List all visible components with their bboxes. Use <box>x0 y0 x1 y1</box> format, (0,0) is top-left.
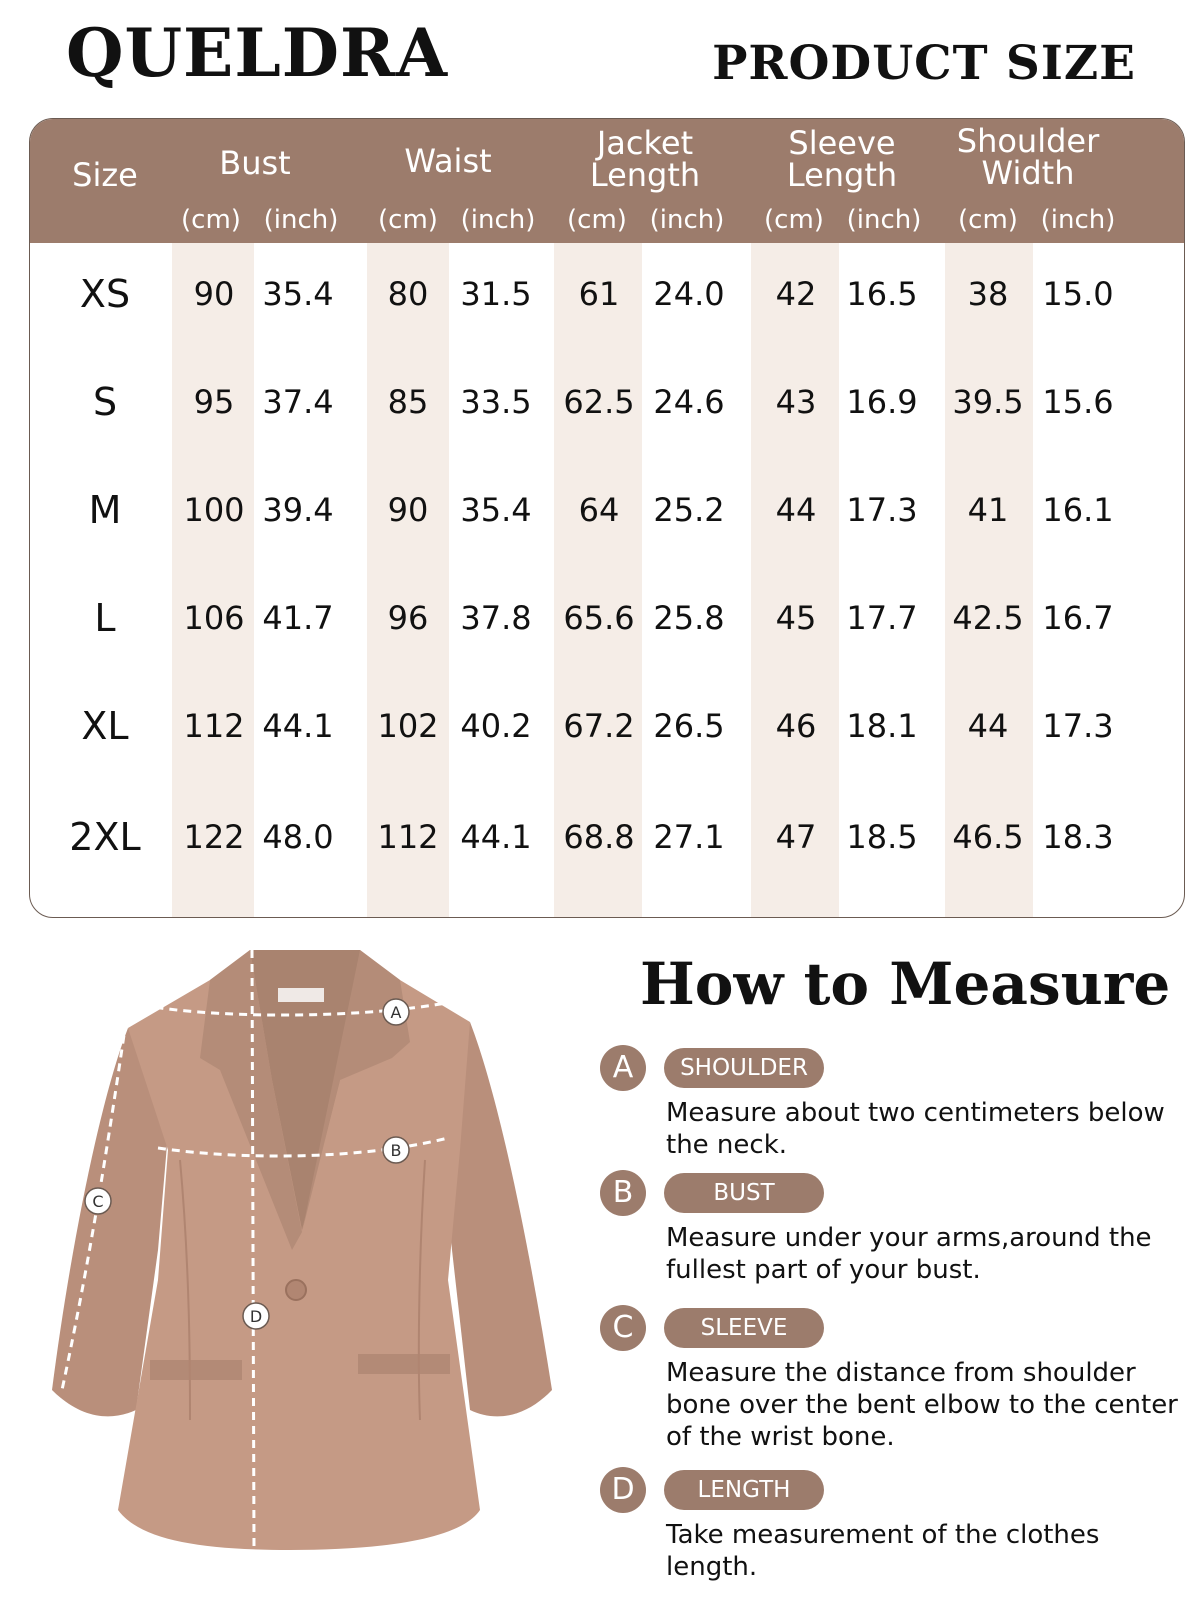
table-cell: 40.2 <box>460 707 532 745</box>
header-shoulder-width-2: Width <box>981 154 1075 192</box>
table-cell: 33.5 <box>460 383 532 421</box>
table-cell: 37.4 <box>262 383 334 421</box>
size-label: L <box>94 596 116 640</box>
step-letter: D <box>600 1467 646 1513</box>
table-cell: 48.0 <box>262 818 334 856</box>
header-shoulder-width-1: Shoulder <box>956 122 1100 160</box>
marker-d <box>243 1303 269 1329</box>
header-bust-inch: (inch) <box>263 205 339 235</box>
table-cell: 16.5 <box>846 275 918 313</box>
table-cell: 44.1 <box>460 818 532 856</box>
table-cell: 65.6 <box>563 599 635 637</box>
table-cell: 18.3 <box>1042 818 1114 856</box>
length-line <box>252 950 254 1550</box>
table-cell: 35.4 <box>262 275 334 313</box>
size-label: 2XL <box>69 815 141 859</box>
table-cell: 17.3 <box>1042 707 1114 745</box>
table-cell: 31.5 <box>460 275 532 313</box>
marker-a <box>383 999 409 1025</box>
header-sleeve-inch: (inch) <box>846 205 922 235</box>
table-cell: 17.7 <box>846 599 918 637</box>
table-cell: 25.8 <box>653 599 725 637</box>
step-label: SHOULDER <box>664 1048 824 1088</box>
table-cell: 61 <box>578 275 620 313</box>
table-cell: 15.6 <box>1042 383 1114 421</box>
table-row <box>30 274 1184 314</box>
table-cell: 39.5 <box>952 383 1024 421</box>
table-cell: 41 <box>967 491 1009 529</box>
table-cell: 15.0 <box>1042 275 1114 313</box>
table-cell: 122 <box>183 818 245 856</box>
table-cell: 67.2 <box>563 707 635 745</box>
table-cell: 25.2 <box>653 491 725 529</box>
marker-label: B <box>390 1141 402 1160</box>
header-sleeve-length-1: Sleeve <box>788 124 896 162</box>
marker-label: D <box>249 1307 263 1326</box>
size-label: XS <box>79 272 131 316</box>
size-label: XL <box>81 704 129 748</box>
step-letter: C <box>600 1305 646 1351</box>
step-letter: A <box>600 1045 646 1091</box>
header-shoulder-cm: (cm) <box>958 205 1018 235</box>
table-cell: 85 <box>387 383 429 421</box>
header-sleeve-cm: (cm) <box>764 205 824 235</box>
left-pocket <box>150 1360 242 1380</box>
table-row <box>30 490 1184 530</box>
step-description: Measure about two centimeters below the neck. <box>666 1098 1165 1160</box>
table-cell: 106 <box>183 599 245 637</box>
table-cell: 16.9 <box>846 383 918 421</box>
table-row <box>30 817 1184 857</box>
jacket-illustration <box>40 950 580 1575</box>
marker-label: A <box>390 1003 402 1022</box>
page-title: PRODUCT SIZE <box>712 36 1136 91</box>
marker-label: C <box>92 1192 104 1211</box>
table-cell: 100 <box>183 491 245 529</box>
header-sleeve-length-2: Length <box>786 156 898 194</box>
table-cell: 24.0 <box>653 275 725 313</box>
marker-c <box>85 1188 111 1214</box>
header-bust-cm: (cm) <box>181 205 241 235</box>
table-cell: 17.3 <box>846 491 918 529</box>
step-label: LENGTH <box>664 1470 824 1510</box>
table-cell: 18.5 <box>846 818 918 856</box>
table-cell: 43 <box>775 383 817 421</box>
table-cell: 68.8 <box>563 818 635 856</box>
table-cell: 90 <box>387 491 429 529</box>
table-cell: 44.1 <box>262 707 334 745</box>
table-cell: 46.5 <box>952 818 1024 856</box>
table-cell: 102 <box>377 707 439 745</box>
header-size: Size <box>72 156 138 194</box>
table-cell: 16.7 <box>1042 599 1114 637</box>
table-cell: 35.4 <box>460 491 532 529</box>
marker-b <box>383 1137 409 1163</box>
table-cell: 64 <box>578 491 620 529</box>
table-cell: 42 <box>775 275 817 313</box>
table-cell: 37.8 <box>460 599 532 637</box>
table-cell: 112 <box>377 818 439 856</box>
table-cell: 45 <box>775 599 817 637</box>
header-jacket-cm: (cm) <box>567 205 627 235</box>
table-cell: 47 <box>775 818 817 856</box>
step-label: SLEEVE <box>664 1308 824 1348</box>
jacket-button <box>286 1280 306 1300</box>
header-jacket-length-2: Length <box>589 156 701 194</box>
header-bust: Bust <box>219 144 291 182</box>
table-cell: 24.6 <box>653 383 725 421</box>
header-jacket-inch: (inch) <box>649 205 725 235</box>
table-cell: 95 <box>193 383 235 421</box>
table-cell: 41.7 <box>262 599 334 637</box>
brand-logo: QUELDRA <box>66 14 449 92</box>
right-pocket <box>358 1354 450 1374</box>
step-label: BUST <box>664 1173 824 1213</box>
header-waist: Waist <box>404 142 492 180</box>
table-cell: 80 <box>387 275 429 313</box>
step-description: Measure under your arms,around the fullest part of your bust. <box>666 1223 1152 1285</box>
header-waist-inch: (inch) <box>460 205 536 235</box>
size-label: M <box>88 488 122 532</box>
table-cell: 16.1 <box>1042 491 1114 529</box>
table-cell: 38 <box>967 275 1009 313</box>
table-cell: 44 <box>775 491 817 529</box>
header-waist-cm: (cm) <box>378 205 438 235</box>
how-to-measure-title: How to Measure <box>640 950 1171 1018</box>
step-description: Take measurement of the clothes length. <box>666 1520 1100 1582</box>
table-cell: 90 <box>193 275 235 313</box>
table-row <box>30 382 1184 422</box>
size-label: S <box>92 380 118 424</box>
shirt-label <box>278 988 324 1002</box>
table-cell: 27.1 <box>653 818 725 856</box>
table-cell: 46 <box>775 707 817 745</box>
header-shoulder-inch: (inch) <box>1040 205 1116 235</box>
table-cell: 96 <box>387 599 429 637</box>
table-cell: 112 <box>183 707 245 745</box>
table-cell: 18.1 <box>846 707 918 745</box>
table-row <box>30 706 1184 746</box>
size-chart-table <box>29 118 1185 918</box>
table-cell: 26.5 <box>653 707 725 745</box>
step-letter: B <box>600 1170 646 1216</box>
header-jacket-length-1: Jacket <box>596 124 694 162</box>
table-cell: 42.5 <box>952 599 1024 637</box>
table-row <box>30 598 1184 638</box>
table-cell: 62.5 <box>563 383 635 421</box>
step-description: Measure the distance from shoulder bone over the bent elbow to the center of the wrist bone. <box>666 1358 1178 1452</box>
table-cell: 39.4 <box>262 491 334 529</box>
table-cell: 44 <box>967 707 1009 745</box>
